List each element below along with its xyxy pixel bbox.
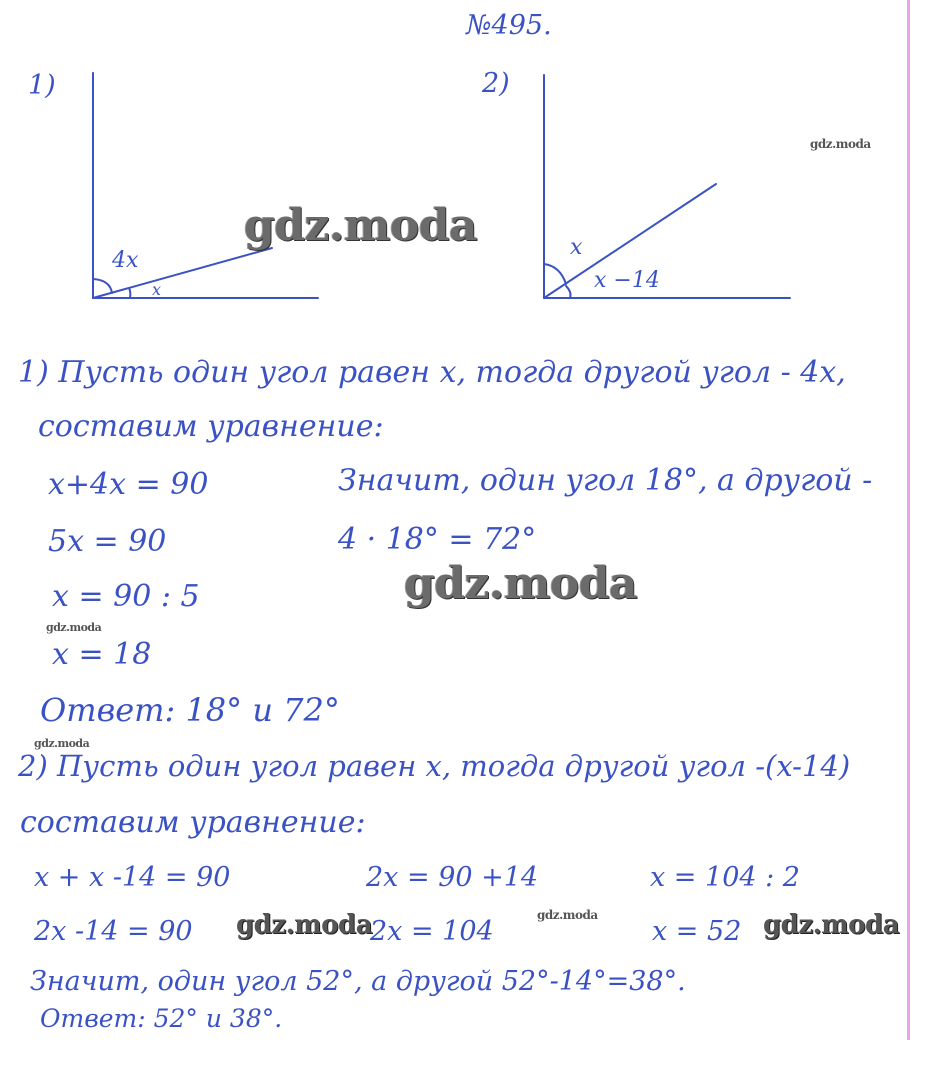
- watermark-medium: gdz.moda: [763, 910, 900, 940]
- watermark-large: gdz.moda: [404, 558, 638, 609]
- fig2-angle-big-label: x: [570, 235, 583, 260]
- fig2-angle-small-label: x −14: [594, 268, 660, 293]
- part1-equation-4: x = 18: [52, 637, 152, 672]
- part2-equation-4: 2x = 104: [370, 916, 494, 947]
- part2-intro-line1: 2) Пусть один угол равен x, тогда другой угол -(x-14): [18, 749, 851, 783]
- fig1-label: 1): [28, 70, 56, 101]
- part2-equation-1: x + x -14 = 90: [34, 862, 231, 893]
- fig1-big-angle-arc: [93, 279, 112, 293]
- part2-equation-5: x = 104 : 2: [650, 862, 800, 893]
- part1-equation-3: x = 90 : 5: [52, 579, 200, 614]
- part1-intro-line2: составим уравнение:: [38, 409, 384, 444]
- watermark-large: gdz.moda: [244, 200, 478, 251]
- part1-equation-2: 5x = 90: [48, 524, 167, 559]
- part1-equation-1: x+4x = 90: [48, 467, 209, 502]
- part2-conclusion: Значит, один угол 52°, а другой 52°-14°=38°.: [30, 966, 686, 997]
- problem-number: №495.: [466, 10, 552, 41]
- part1-intro-line1: 1) Пусть один угол равен x, тогда другой угол - 4x,: [18, 355, 846, 390]
- part2-intro-line2: составим уравнение:: [20, 805, 366, 840]
- fig1-angle-small-label: x: [152, 280, 162, 299]
- fig1-small-angle-arc: [129, 288, 130, 298]
- part2-equation-6: x = 52: [652, 916, 742, 947]
- fig1-angle-big-label: 4x: [112, 248, 139, 273]
- fig2-small-angle-arc: [566, 286, 571, 298]
- fig2-big-angle-arc: [544, 264, 566, 284]
- part1-conclusion-line2: 4 · 18° = 72°: [338, 522, 537, 557]
- watermark-small: gdz.moda: [810, 137, 871, 151]
- fig2-label: 2): [482, 68, 510, 99]
- part1-answer: Ответ: 18° и 72°: [40, 691, 340, 729]
- watermark-medium: gdz.moda: [236, 910, 373, 940]
- watermark-small: gdz.moda: [46, 621, 102, 634]
- part1-conclusion-line1: Значит, один угол 18°, а другой -: [338, 463, 873, 498]
- watermark-small: gdz.moda: [34, 737, 90, 750]
- part2-answer: Ответ: 52° и 38°.: [40, 1004, 283, 1033]
- part2-equation-3: 2x = 90 +14: [366, 862, 539, 893]
- watermark-small: gdz.moda: [537, 908, 598, 922]
- part2-equation-2: 2x -14 = 90: [34, 916, 193, 947]
